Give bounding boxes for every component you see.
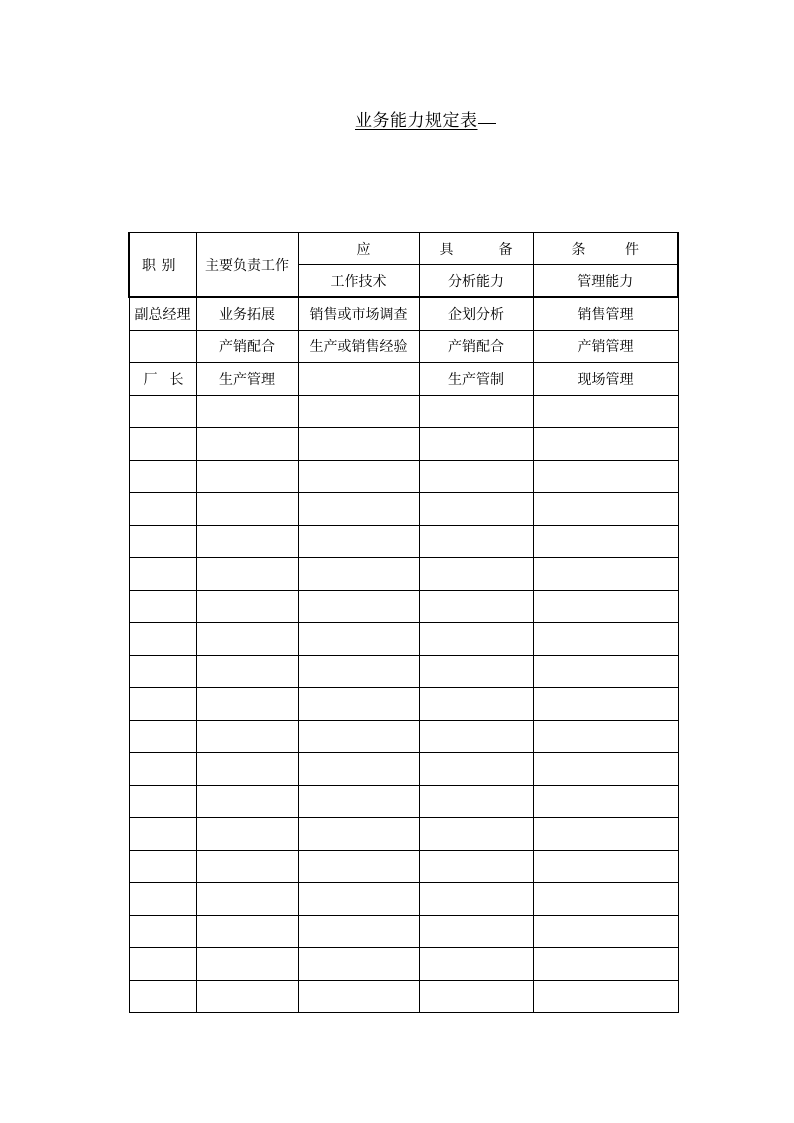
cell-analysis-empty — [419, 753, 533, 786]
cell-manage-empty — [533, 883, 678, 916]
cell-analysis-empty — [419, 623, 533, 656]
empty-table-row — [129, 915, 678, 948]
cell-tech-empty — [298, 395, 419, 428]
cell-work-empty — [196, 525, 298, 558]
header-position-cell — [129, 233, 196, 298]
cell-manage: 产销管理 — [533, 330, 678, 363]
cell-work-empty — [196, 753, 298, 786]
table-row — [129, 363, 678, 396]
cell-position-empty — [129, 980, 196, 1013]
empty-table-row — [129, 525, 678, 558]
cell-analysis: 企划分析 — [419, 297, 533, 330]
cell-position-empty — [129, 460, 196, 493]
empty-table-row — [129, 785, 678, 818]
cell-work-empty — [196, 818, 298, 851]
cell-tech-empty — [298, 785, 419, 818]
empty-table-row — [129, 818, 678, 851]
header-required-char-jian: 件 — [625, 241, 639, 258]
header-required-char-ju: 具 — [439, 241, 454, 258]
cell-position — [129, 363, 196, 396]
cell-work-empty — [196, 948, 298, 981]
cell-tech-empty — [298, 688, 419, 721]
document-title — [355, 106, 496, 131]
cell-tech-empty — [298, 655, 419, 688]
cell-manage-empty — [533, 850, 678, 883]
header-required-part1: 应 — [298, 233, 419, 265]
cell-manage-empty — [533, 590, 678, 623]
cell-position-empty — [129, 428, 196, 461]
cell-work-empty — [196, 785, 298, 818]
cell-work-empty — [196, 623, 298, 656]
cell-analysis-empty — [419, 688, 533, 721]
cell-work-empty — [196, 428, 298, 461]
cell-tech-empty — [298, 948, 419, 981]
cell-analysis: 产销配合 — [419, 330, 533, 363]
empty-table-row — [129, 590, 678, 623]
cell-tech: 销售或市场调查 — [298, 297, 419, 330]
cell-position-empty — [129, 883, 196, 916]
cell-manage: 销售管理 — [533, 297, 678, 330]
cell-work: 业务拓展 — [196, 297, 298, 330]
cell-tech-empty — [298, 590, 419, 623]
header-position-char-1: 职 — [142, 257, 156, 274]
cell-tech-empty — [298, 915, 419, 948]
cell-tech-empty — [298, 558, 419, 591]
cell-tech-empty — [298, 753, 419, 786]
cell-manage-empty — [533, 818, 678, 851]
empty-table-row — [129, 850, 678, 883]
cell-analysis-empty — [419, 558, 533, 591]
cell-manage-empty — [533, 980, 678, 1013]
cell-tech-empty — [298, 883, 419, 916]
table-row — [129, 297, 678, 330]
cell-position-empty — [129, 753, 196, 786]
cell-work: 生产管理 — [196, 363, 298, 396]
cell-position-empty — [129, 915, 196, 948]
cell-tech — [298, 363, 419, 396]
cell-position-empty — [129, 558, 196, 591]
cell-manage-empty — [533, 525, 678, 558]
cell-position-empty — [129, 623, 196, 656]
cell-analysis-empty — [419, 915, 533, 948]
cell-manage-empty — [533, 623, 678, 656]
cell-manage-empty — [533, 395, 678, 428]
cell-manage-empty — [533, 460, 678, 493]
cell-analysis-empty — [419, 818, 533, 851]
cell-tech-empty — [298, 720, 419, 753]
cell-work-empty — [196, 720, 298, 753]
header-position-char-2: 别 — [161, 257, 176, 274]
cell-position — [129, 330, 196, 363]
subheader-analysis: 分析能力 — [419, 265, 533, 298]
cell-analysis-empty — [419, 590, 533, 623]
cell-tech-empty — [298, 980, 419, 1013]
subheader-tech: 工作技术 — [298, 265, 419, 298]
header-required-char-bei: 备 — [498, 241, 513, 258]
empty-table-row — [129, 688, 678, 721]
cell-analysis-empty — [419, 428, 533, 461]
title-underline-tail — [478, 106, 496, 124]
cell-manage-empty — [533, 720, 678, 753]
empty-table-row — [129, 395, 678, 428]
header-row-1 — [129, 233, 678, 265]
cell-analysis-empty — [419, 395, 533, 428]
empty-table-row — [129, 883, 678, 916]
title-text: 业务能力规定表 — [355, 111, 478, 131]
cell-manage-empty — [533, 753, 678, 786]
capability-table — [128, 232, 679, 1013]
empty-table-row — [129, 428, 678, 461]
cell-position-empty — [129, 948, 196, 981]
cell-work-empty — [196, 395, 298, 428]
cell-tech-empty — [298, 850, 419, 883]
cell-work-empty — [196, 460, 298, 493]
cell-position-empty — [129, 493, 196, 526]
cell-manage-empty — [533, 655, 678, 688]
header-main-work-cell: 主要负责工作 — [196, 233, 298, 298]
cell-manage-empty — [533, 428, 678, 461]
cell-position-empty — [129, 590, 196, 623]
cell-position-empty — [129, 818, 196, 851]
cell-work-empty — [196, 883, 298, 916]
table-row — [129, 330, 678, 363]
cell-work-empty — [196, 688, 298, 721]
cell-manage: 现场管理 — [533, 363, 678, 396]
cell-analysis-empty — [419, 720, 533, 753]
cell-tech-empty — [298, 493, 419, 526]
cell-work-empty — [196, 980, 298, 1013]
cell-analysis-empty — [419, 655, 533, 688]
cell-tech: 生产或销售经验 — [298, 330, 419, 363]
cell-position-empty — [129, 785, 196, 818]
header-required-char-tiao: 条 — [571, 241, 586, 258]
cell-manage-empty — [533, 493, 678, 526]
cell-analysis-empty — [419, 850, 533, 883]
empty-table-row — [129, 655, 678, 688]
cell-work-empty — [196, 558, 298, 591]
cell-analysis-empty — [419, 980, 533, 1013]
cell-work-empty — [196, 590, 298, 623]
cell-work: 产销配合 — [196, 330, 298, 363]
cell-manage-empty — [533, 948, 678, 981]
cell-work-empty — [196, 850, 298, 883]
cell-manage-empty — [533, 915, 678, 948]
empty-table-row — [129, 623, 678, 656]
cell-manage-empty — [533, 785, 678, 818]
cell-tech-empty — [298, 460, 419, 493]
cell-position-empty — [129, 720, 196, 753]
cell-analysis-empty — [419, 460, 533, 493]
cell-position-char-1: 厂 — [143, 371, 158, 388]
cell-analysis: 生产管制 — [419, 363, 533, 396]
cell-work-empty — [196, 915, 298, 948]
cell-position-empty — [129, 395, 196, 428]
empty-table-row — [129, 720, 678, 753]
cell-analysis-empty — [419, 948, 533, 981]
cell-analysis-empty — [419, 883, 533, 916]
cell-manage-empty — [533, 688, 678, 721]
cell-tech-empty — [298, 818, 419, 851]
empty-table-row — [129, 753, 678, 786]
cell-work-empty — [196, 655, 298, 688]
empty-table-row — [129, 558, 678, 591]
subheader-manage: 管理能力 — [533, 265, 678, 298]
cell-analysis-empty — [419, 493, 533, 526]
cell-analysis-empty — [419, 525, 533, 558]
cell-position-empty — [129, 688, 196, 721]
cell-position-empty — [129, 525, 196, 558]
cell-manage-empty — [533, 558, 678, 591]
cell-tech-empty — [298, 623, 419, 656]
cell-analysis-empty — [419, 785, 533, 818]
empty-table-row — [129, 460, 678, 493]
cell-tech-empty — [298, 428, 419, 461]
cell-tech-empty — [298, 525, 419, 558]
cell-position-char-2: 长 — [169, 371, 184, 388]
empty-table-row — [129, 948, 678, 981]
empty-table-row — [129, 980, 678, 1013]
cell-position: 副总经理 — [129, 297, 196, 330]
cell-position-empty — [129, 655, 196, 688]
cell-work-empty — [196, 493, 298, 526]
cell-position-empty — [129, 850, 196, 883]
header-required-part3 — [533, 233, 678, 265]
empty-table-row — [129, 493, 678, 526]
header-required-part2 — [419, 233, 533, 265]
